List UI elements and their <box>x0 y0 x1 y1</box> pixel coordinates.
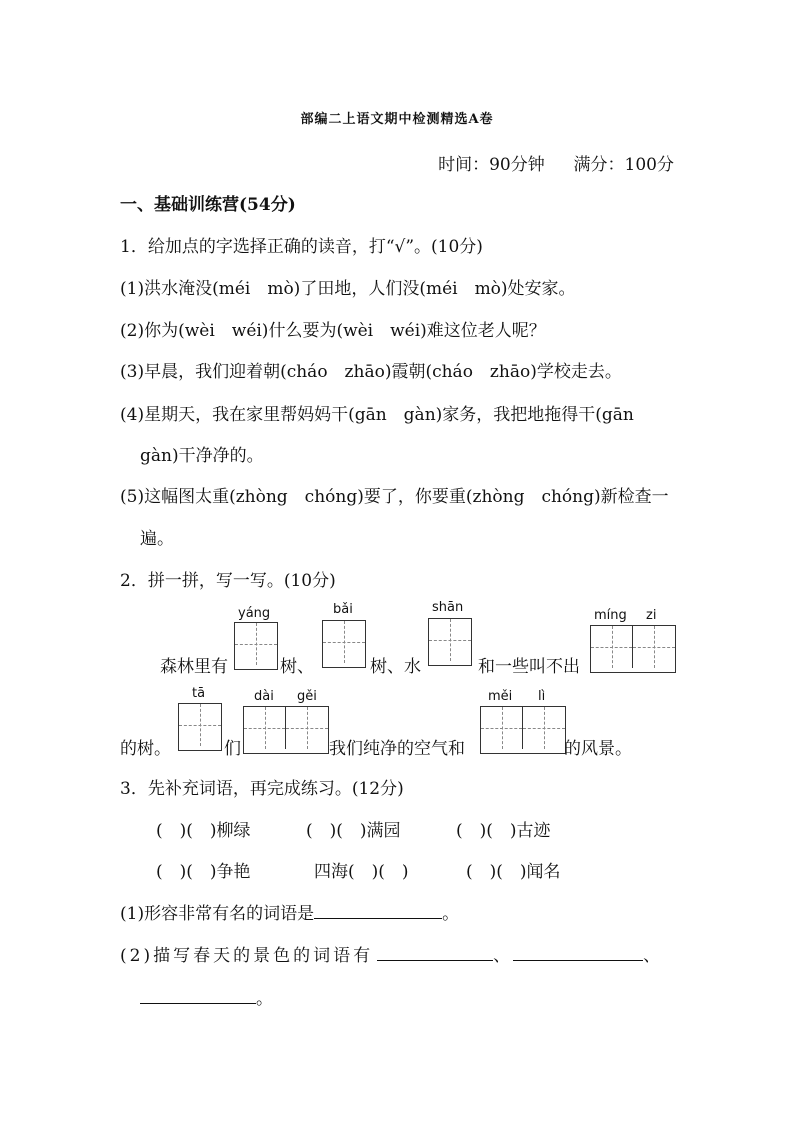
q3-sub2 <box>120 941 663 966</box>
separator: 、 <box>643 946 664 966</box>
idiom-blank[interactable]: 四海( )( ) <box>314 862 409 882</box>
q2-text: 和一些叫不出 <box>478 657 580 677</box>
answer-blank[interactable] <box>140 1003 256 1004</box>
idiom-blank[interactable]: ( )( )柳绿 <box>156 821 251 841</box>
pinyin-label: bǎi <box>333 602 353 617</box>
q3-sub2-text: (2)描写春天的景色的词语有 <box>120 946 374 966</box>
writing-box[interactable] <box>480 706 566 754</box>
period: 。 <box>256 989 273 1009</box>
pinyin-label: lì <box>538 689 546 704</box>
section-heading: 一、基础训练营(54分) <box>120 195 296 215</box>
q1-item: (3)早晨，我们迎着朝(cháo zhāo)霞朝(cháo zhāo)学校走去。 <box>120 362 622 382</box>
idiom-blank[interactable]: ( )( )争艳 <box>156 862 251 882</box>
q2-text: 树、 <box>280 657 314 677</box>
idiom-blank[interactable]: ( )( )满园 <box>306 821 401 841</box>
writing-box[interactable] <box>428 618 472 666</box>
q1-item: (2)你为(wèi wéi)什么要为(wèi wéi)难这位老人呢？ <box>120 321 546 341</box>
idiom-blank[interactable]: ( )( )闻名 <box>466 862 561 882</box>
q2-text: 们 <box>224 739 241 759</box>
q1-item: (1)洪水淹没(méi mò)了田地，人们没(méi mò)处安家。 <box>120 279 576 299</box>
answer-blank[interactable] <box>513 960 643 961</box>
exam-meta <box>438 150 674 175</box>
pinyin-label: tā <box>192 686 206 701</box>
pinyin-label: gěi <box>297 689 317 704</box>
q1-item: (4)星期天，我在家里帮妈妈干(gān gàn)家务，我把地拖得干(gān <box>120 405 634 425</box>
pinyin-label: měi <box>488 689 513 704</box>
answer-blank[interactable] <box>314 918 442 919</box>
q1-item-cont: 遍。 <box>140 529 174 549</box>
q1-item-cont: gàn)干净净的。 <box>140 446 264 466</box>
q2-text: 的风景。 <box>564 739 632 759</box>
writing-box[interactable] <box>178 703 222 751</box>
separator: 、 <box>493 946 514 966</box>
writing-box[interactable] <box>322 620 366 668</box>
idiom-blank[interactable]: ( )( )古迹 <box>456 821 551 841</box>
pinyin-label: yáng <box>238 606 271 621</box>
writing-box[interactable] <box>234 622 278 670</box>
q2-text: 树、水 <box>370 657 421 677</box>
q3-stem: 3．先补充词语，再完成练习。(12分) <box>120 779 404 799</box>
q2-text: 的树。 <box>120 739 171 759</box>
writing-box[interactable] <box>590 625 676 673</box>
q3-sub2-cont <box>140 984 273 1009</box>
pinyin-label: zi <box>646 608 657 623</box>
page-title: 部编二上语文期中检测精选A卷 <box>300 112 494 127</box>
q1-item: (5)这幅图太重(zhòng chóng)要了，你要重(zhòng chóng)新检查一 <box>120 487 669 507</box>
answer-blank[interactable] <box>377 960 493 961</box>
q2-stem: 2．拼一拼，写一写。(10分) <box>120 571 336 591</box>
q2-text: 森林里有 <box>160 657 228 677</box>
writing-box[interactable] <box>243 706 329 754</box>
pinyin-label: míng <box>594 608 627 623</box>
q3-sub1 <box>120 899 459 924</box>
score-label: 满分：100分 <box>573 155 674 175</box>
q1-stem: 1．给加点的字选择正确的读音，打“√”。(10分) <box>120 237 483 257</box>
pinyin-label: dài <box>254 689 274 704</box>
q3-sub1-text: (1)形容非常有名的词语是 <box>120 904 315 924</box>
period: 。 <box>442 904 460 924</box>
time-label: 时间：90分钟 <box>438 155 545 175</box>
q2-text: 我们纯净的空气和 <box>329 739 465 759</box>
pinyin-label: shān <box>432 600 464 615</box>
